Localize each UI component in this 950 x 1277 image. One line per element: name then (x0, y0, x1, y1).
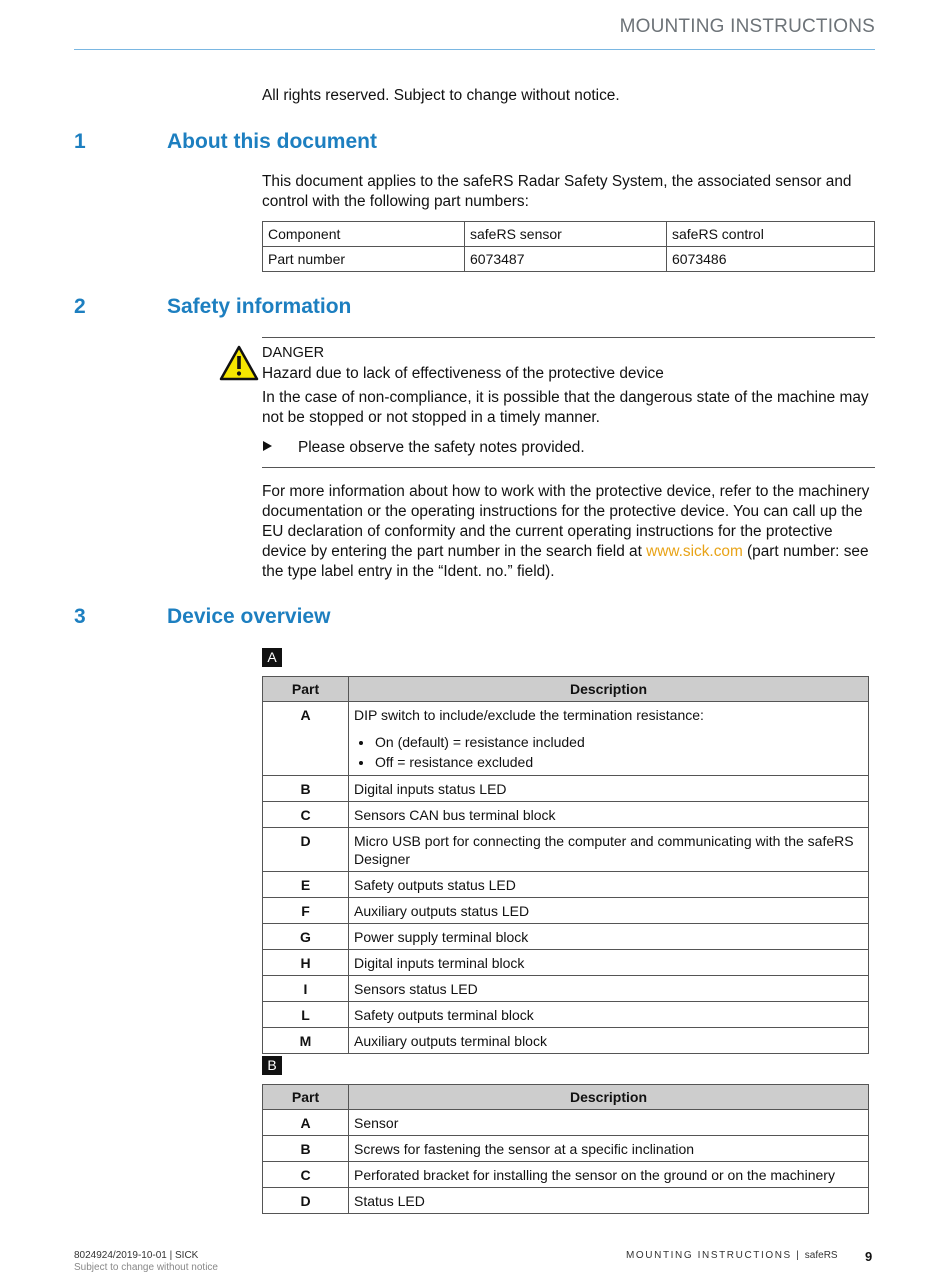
footer-subject-note: Subject to change without notice (74, 1262, 218, 1273)
table-row (263, 1110, 869, 1136)
figure-b-parts-table (262, 1084, 869, 1214)
table-row (263, 702, 869, 776)
list-item: Off = resistance excluded (354, 752, 863, 772)
table-row (263, 1136, 869, 1162)
footer-separator: | (791, 1250, 805, 1261)
part-code: C (263, 1162, 349, 1188)
figure-b-label: B (262, 1056, 282, 1075)
about-paragraph: This document applies to the safeRS Radar Safety System, the associated sensor and control with the following part numbers: (262, 173, 852, 210)
header-part: Part (263, 677, 349, 702)
footer-doc-title (626, 1250, 838, 1261)
part-code: B (263, 1136, 349, 1162)
table-row (263, 1002, 869, 1028)
table-row (263, 776, 869, 802)
figure-a-label: A (262, 648, 282, 667)
table-cell: Part number (263, 247, 465, 272)
sick-website-link[interactable]: www.sick.com (646, 543, 743, 560)
footer-product: safeRS (804, 1250, 838, 1261)
section-3-title: Device overview (167, 605, 331, 628)
part-code: A (263, 1110, 349, 1136)
figure-a-parts-table (262, 676, 869, 1054)
part-number-table (262, 221, 875, 272)
table-row (263, 872, 869, 898)
part-description: Safety outputs terminal block (349, 1002, 869, 1028)
table-row (263, 898, 869, 924)
page-number: 9 (865, 1249, 873, 1264)
table-row (263, 1162, 869, 1188)
more-info-text-end: (part number: see the type label entry in the “Ident. no.” field). (262, 543, 869, 580)
part-code: H (263, 950, 349, 976)
part-code: I (263, 976, 349, 1002)
part-description: Auxiliary outputs status LED (349, 898, 869, 924)
danger-bottom-rule (262, 467, 875, 468)
part-description: Power supply terminal block (349, 924, 869, 950)
warning-triangle-icon (219, 345, 259, 381)
danger-action: Please observe the safety notes provided. (298, 439, 585, 456)
part-description: Perforated bracket for installing the sensor on the ground or on the machinery (349, 1162, 869, 1188)
section-1-number: 1 (74, 130, 86, 153)
danger-hazard: Hazard due to lack of effectiveness of the protective device (262, 365, 664, 382)
table-cell: safeRS sensor (465, 222, 667, 247)
part-description: Micro USB port for connecting the computer and communicating with the safeRS Designer (349, 828, 869, 872)
table-row (263, 1028, 869, 1054)
danger-text: In the case of non-compliance, it is possible that the dangerous state of the machine may not be stopped or not stopped in a timely manner. (262, 389, 869, 426)
section-2-number: 2 (74, 295, 86, 318)
footer-doc-type: MOUNTING INSTRUCTIONS (626, 1250, 792, 1261)
part-description: Sensors status LED (349, 976, 869, 1002)
table-cell: 6073487 (465, 247, 667, 272)
table-row (263, 1188, 869, 1214)
table-cell: 6073486 (667, 247, 875, 272)
section-3-number: 3 (74, 605, 86, 628)
part-code: B (263, 776, 349, 802)
table-header-row (263, 677, 869, 702)
part-description: Sensors CAN bus terminal block (349, 802, 869, 828)
table-row (263, 924, 869, 950)
part-description: Auxiliary outputs terminal block (349, 1028, 869, 1054)
list-item: On (default) = resistance included (354, 732, 863, 752)
table-row (263, 802, 869, 828)
part-code: D (263, 1188, 349, 1214)
part-description (349, 702, 869, 776)
danger-top-rule (262, 337, 875, 338)
part-description: Sensor (349, 1110, 869, 1136)
part-description: Safety outputs status LED (349, 872, 869, 898)
rights-notice: All rights reserved. Subject to change without notice. (262, 87, 620, 104)
part-description: Status LED (349, 1188, 869, 1214)
table-cell: Component (263, 222, 465, 247)
footer-document-info (74, 1250, 218, 1274)
part-code: G (263, 924, 349, 950)
header-part: Part (263, 1085, 349, 1110)
table-cell: safeRS control (667, 222, 875, 247)
part-description: Screws for fastening the sensor at a specific inclination (349, 1136, 869, 1162)
part-code: C (263, 802, 349, 828)
part-code: F (263, 898, 349, 924)
section-1-title: About this document (167, 130, 377, 153)
running-header: MOUNTING INSTRUCTIONS (619, 16, 875, 37)
part-code: E (263, 872, 349, 898)
more-info-text: For more information about how to work with the protective device, refer to the machinery documentation or the operating instructions for the protective device. You can call up the EU declaration of conformity and the current operating instructions for the protective device by entering the part number in the search field at (262, 483, 870, 560)
part-description-text: DIP switch to include/exclude the termination resistance: (354, 707, 704, 723)
part-description: Digital inputs terminal block (349, 950, 869, 976)
bullet-list (354, 732, 863, 772)
table-row (263, 976, 869, 1002)
table-row (263, 222, 875, 247)
part-code: M (263, 1028, 349, 1054)
part-description: Digital inputs status LED (349, 776, 869, 802)
section-2-title: Safety information (167, 295, 352, 318)
header-description: Description (349, 1085, 869, 1110)
table-row (263, 247, 875, 272)
table-header-row (263, 1085, 869, 1110)
header-divider (74, 49, 875, 50)
part-code: A (263, 702, 349, 776)
table-row (263, 950, 869, 976)
action-arrow-icon (263, 441, 272, 451)
table-row (263, 828, 869, 872)
part-code: D (263, 828, 349, 872)
header-description: Description (349, 677, 869, 702)
part-code: L (263, 1002, 349, 1028)
more-info-paragraph (262, 482, 875, 582)
footer-doc-id: 8024924/2019-10-01 | SICK (74, 1250, 199, 1261)
danger-label: DANGER (262, 345, 325, 361)
